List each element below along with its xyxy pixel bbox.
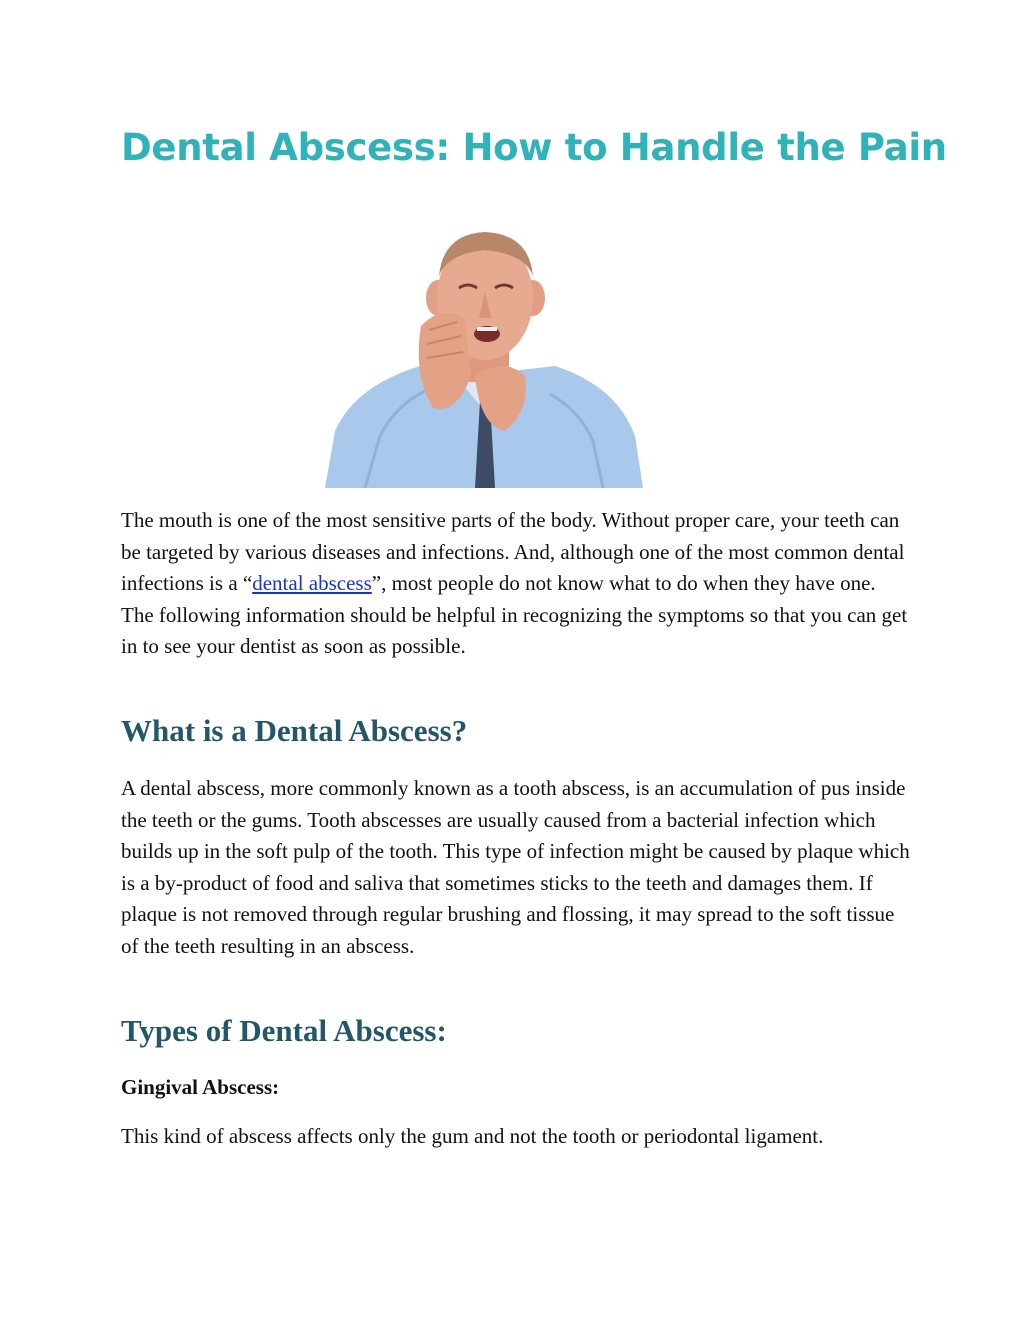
page-title: Dental Abscess: How to Handle the Pain [121, 126, 947, 169]
subheading-gingival-abscess: Gingival Abscess: [121, 1075, 280, 1099]
dental-abscess-link[interactable]: dental abscess [252, 571, 372, 596]
intro-paragraph [121, 505, 911, 663]
section-what-is-paragraph: A dental abscess, more commonly known as a tooth abscess, is an accumulation of pus inside the teeth or the gums. Tooth abscesses are usually caused from a bacterial infection which builds up in the soft pulp of the tooth. This type of infection might be caused by plaque which is a by-product of food and saliva that sometimes sticks to the teeth and damages them. If plaque is not removed through regular brushing and flossing, it may spread to the soft tissue of the teeth resulting in an abscess. [121, 776, 910, 958]
gingival-abscess-paragraph: This kind of abscess affects only the gum and not the tooth or periodontal ligament. [121, 1124, 824, 1148]
section-heading-what-is: What is a Dental Abscess? [121, 713, 468, 748]
man-with-toothache-image [325, 226, 643, 488]
intro-text-after: ”, most people do not know what to do when they have one. The following information should be helpful in recognizing the symptoms so that you can get in to see your dentist as soon as possible. [121, 571, 908, 659]
intro-text-before: The mouth is one of the most sensitive parts of the body. Without proper care, your teeth can be targeted by various diseases and infections. And, although one of the most common dental infections is a “ [121, 508, 905, 596]
section-heading-types: Types of Dental Abscess: [121, 1013, 447, 1048]
